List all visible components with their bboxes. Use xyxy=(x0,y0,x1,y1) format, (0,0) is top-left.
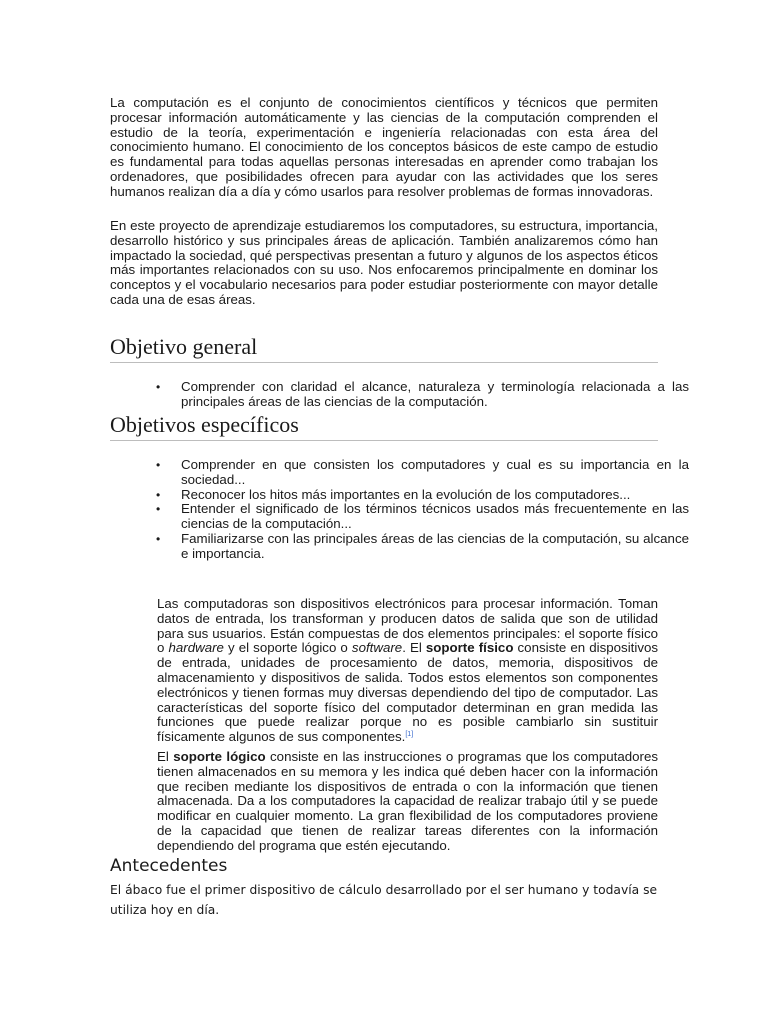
list-item: • Comprender con claridad el alcance, naturaleza y terminología relacionada a las principales áreas de las ciencias de la computación. xyxy=(156,379,689,409)
objetivos-especificos-heading: Objetivos específicos xyxy=(110,412,299,437)
objetivo-general-heading: Objetivo general xyxy=(110,334,258,359)
list-item: • Familiarizarse con las principales áreas de las ciencias de la computación, su alcance e importancia. xyxy=(156,530,689,561)
intro-paragraph-1: La computación es el conjunto de conocimientos científicos y técnicos que permiten procesar información automáticamente y las ciencias de la computación comprenden el estudio de la teoría, experimentación e ingeniería relacionadas con esta área del conocimiento humano. El conocimiento de los conceptos básicos de este campo de estudio es fundamental para todas aquellas personas interesadas en aprender como trabajan los ordenadores, que posibilidades ofrecen para ayudar con las actividades que los seres humanos realizan día a día y cómo usarlos para resolver problemas de formas innovadoras. xyxy=(110,95,658,199)
objetivos-especificos-list xyxy=(150,458,689,562)
antecedentes-heading: Antecedentes xyxy=(110,856,228,876)
heading-rule xyxy=(110,362,658,363)
reference-link[interactable]: [1] xyxy=(405,731,414,739)
objetivo-general-list xyxy=(150,380,689,410)
bullet-icon: • xyxy=(156,531,161,546)
list-item: • Comprender en que consisten los computadores y cual es su importancia en la sociedad... xyxy=(156,457,689,487)
bullet-icon: • xyxy=(156,380,161,394)
bullet-icon: • xyxy=(156,502,161,517)
intro-paragraph-2: En este proyecto de aprendizaje estudiaremos los computadores, su estructura, importancia, desarrollo histórico y sus principales áreas de aplicación. También analizaremos cómo han impactado la sociedad, qué perspectivas presentan a futuro y algunos de los aspectos éticos más importantes relacionados con su uso. Nos enfocaremos principalmente en dominar los conceptos y el vocabulario necesarios para poder estudiar posteriormente con mayor detalle cada una de esas áreas. xyxy=(110,218,658,307)
bullet-icon: • xyxy=(156,487,161,502)
antecedentes-paragraph: El ábaco fue el primer dispositivo de cálculo desarrollado por el ser humano y todavía se utiliza hoy en día. xyxy=(110,883,658,917)
list-item: • Entender el significado de los términos técnicos usados más frecuentemente en las ciencias de la computación... xyxy=(156,501,689,532)
heading-rule xyxy=(110,440,658,441)
computadoras-paragraph-1: Las computadoras son dispositivos electrónicos para procesar información. Toman datos de entrada, los transforman y producen datos de salida que son de utilidad para sus usuarios. Están compuestas de dos elementos principales: el soporte físico o hardware y el soporte lógico o software. El soporte físico consiste en dispositivos de entrada, unidades de procesamiento de datos, memoria, dispositivos de almacenamiento y dispositivos de salida. Todos estos elementos son componentes electrónicos y tienen formas muy diversas dependiendo del tipo de computador. Las características del soporte físico del computador determinan en gran medida las funciones que puede realizar porque no es posible cambiarlo sin sustituir físicamente algunos de sus componentes.[1] xyxy=(157,596,659,745)
computadoras-paragraph-2: El soporte lógico consiste en las instrucciones o programas que los computadores tienen almacenados en su memora y les indica qué deben hacer con la información que reciben mediante los dispositivos de entrada o con la información que tienen almacenada. Da a los computadores la capacidad de realizar trabajo útil y se puede modificar en cualquier momento. La gran flexibilidad de los computadores proviene de la capacidad que tienen de realizar tareas diferentes con la información dependiendo del programa que estén ejecutando. xyxy=(157,749,658,853)
list-item: • Reconocer los hitos más importantes en la evolución de los computadores... xyxy=(156,486,631,502)
bullet-icon: • xyxy=(156,458,161,472)
